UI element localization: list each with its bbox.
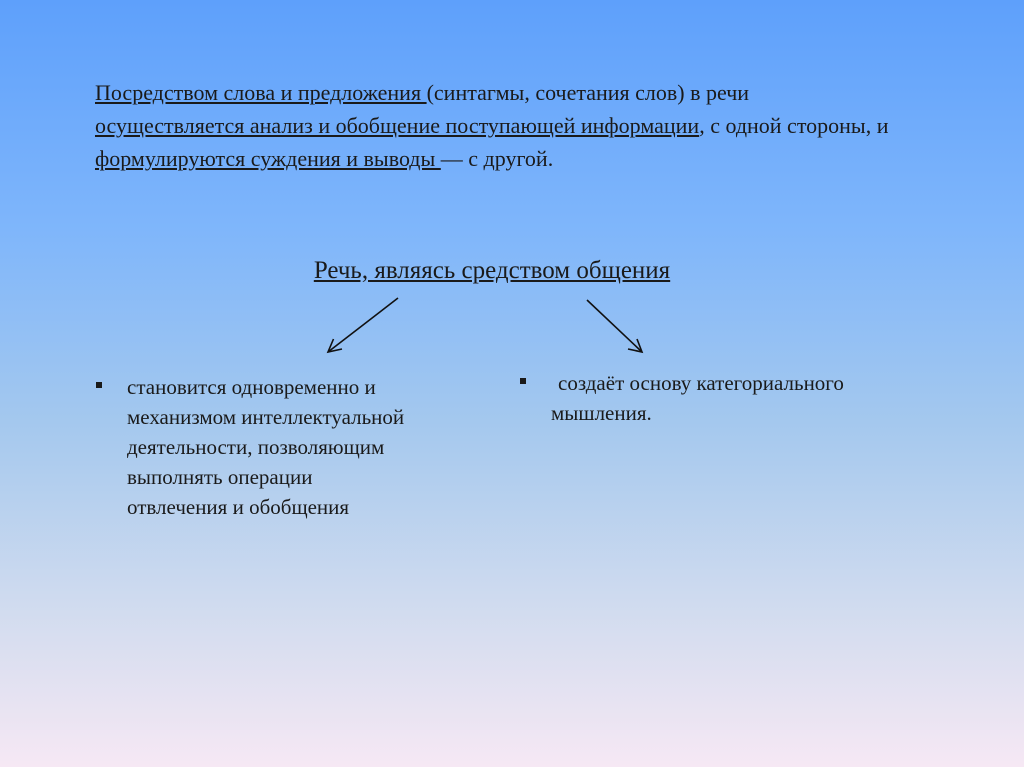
- intro-text-2: , с одной стороны, и: [699, 113, 889, 138]
- intro-text-3: — с другой.: [440, 146, 554, 171]
- bullet-square-icon: [520, 378, 526, 384]
- bullet-item-left: [96, 372, 416, 522]
- intro-underlined-phrase-1: Посредством слова и предложения: [95, 80, 427, 105]
- intro-underlined-phrase-3: формулируются суждения и выводы: [95, 146, 441, 171]
- arrow-right: [587, 300, 642, 352]
- bullet-left-text: становится одновременно и механизмом интеллектуальной деятельности, позволяющим выполнять операции отвлечения и обобщения: [127, 375, 405, 519]
- center-heading: Речь, являясь средством общения: [313, 257, 671, 284]
- bullet-right-text: создаёт основу категориального мышления.: [551, 371, 844, 425]
- bullet-square-icon: [96, 382, 102, 388]
- intro-underlined-phrase-2: осуществляется анализ и обобщение поступающей информации: [95, 113, 700, 138]
- intro-text-1: (синтагмы, сочетания слов) в речи: [426, 80, 750, 105]
- bullet-item-right: [520, 368, 940, 428]
- arrow-left: [328, 298, 398, 352]
